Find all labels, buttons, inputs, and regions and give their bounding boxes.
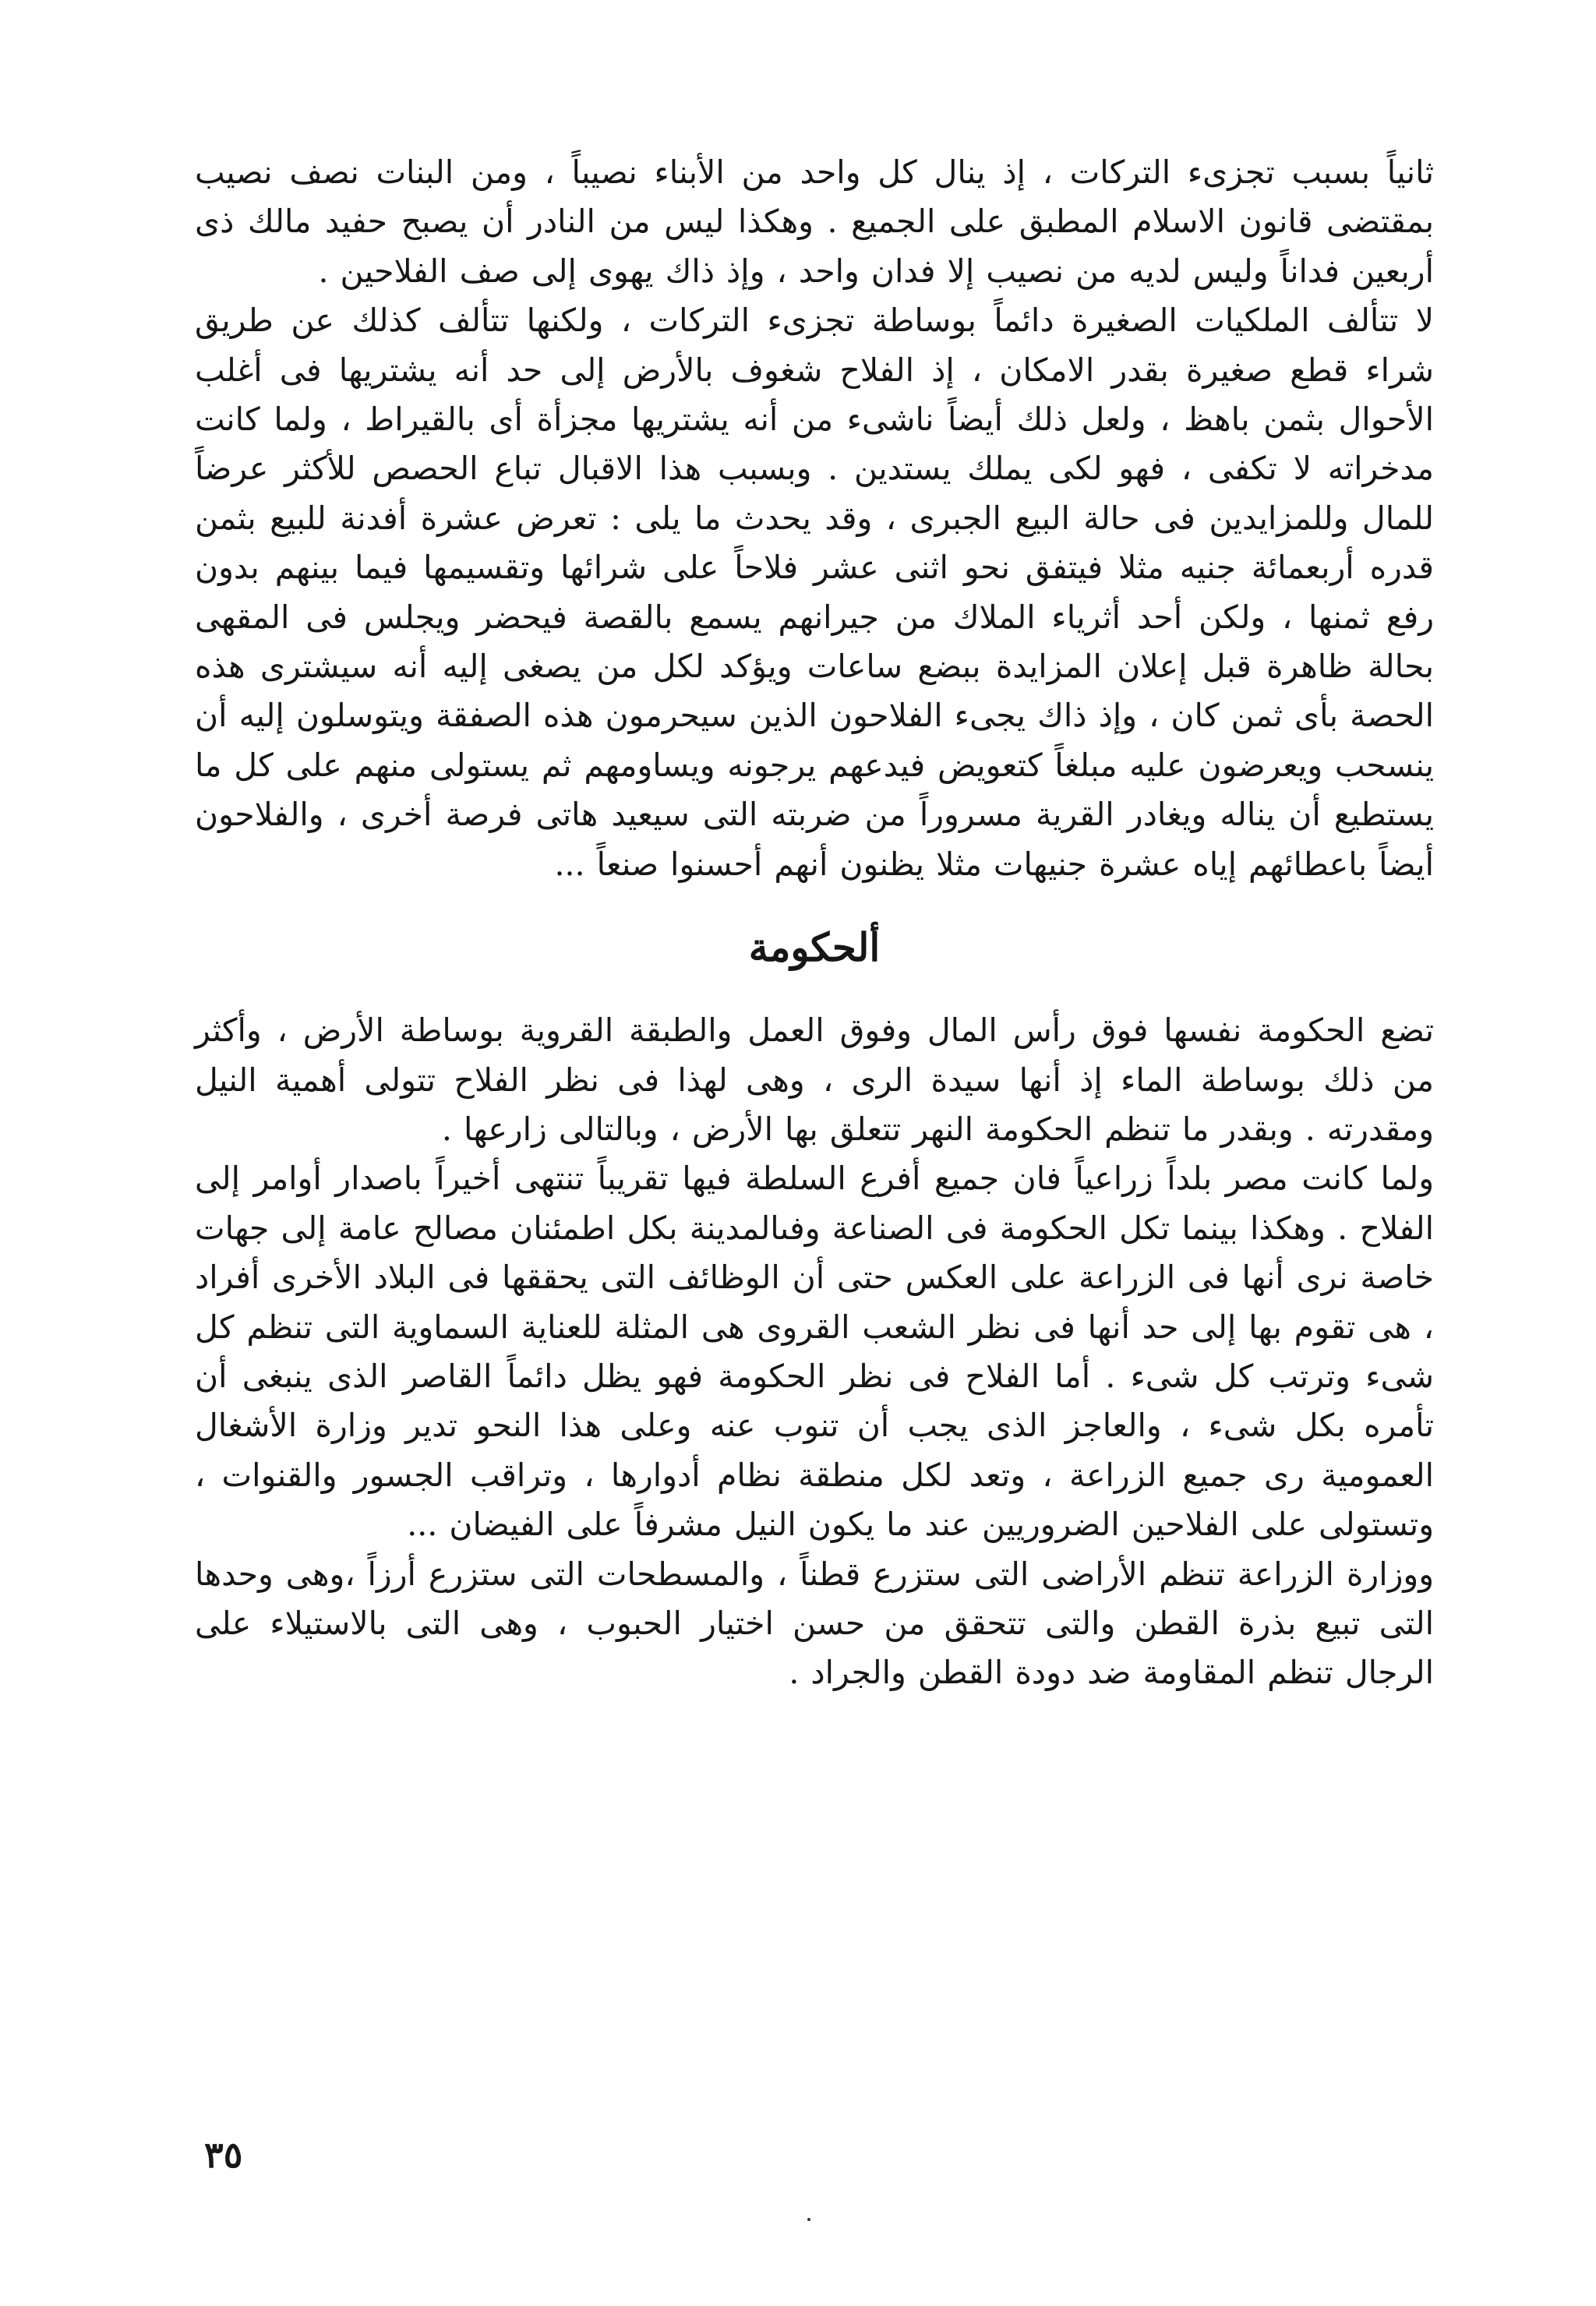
page-number: ٣٥ <box>204 2134 243 2176</box>
paragraph-agriculture-ministry: ووزارة الزراعة تنظم الأراضى التى ستزرع قطناً ، والمسطحات التى ستزرع أرزاً ،وهى وحدها التى تبيع بذرة القطن والتى تتحقق من حسن اختيار الحبوب ، وهى التى بالاستيلاء على الرجال تنظم المقاومة ضد دودة القطن والجراد . <box>195 1555 1434 1692</box>
scan-speck <box>807 2218 810 2221</box>
paragraph-government-role: تضع الحكومة نفسها فوق رأس المال وفوق العمل والطبقة القروية بوساطة الأرض ، وأكثر من ذلك بوساطة الماء إذ أنها سيدة الرى ، وهى لهذا فى نظر الفلاح تتولى أهمية النيل ومقدرته . وبقدر ما تنظم الحكومة النهر تتعلق بها الأرض ، وبالتالى زارعها . <box>195 1012 1434 1148</box>
section-heading: ألحكومة <box>748 924 881 971</box>
page-body <box>195 148 1434 1698</box>
paragraph-small-holdings: لا تتألف الملكيات الصغيرة دائماً بوساطة تجزىء التركات ، ولكنها تتألف كذلك عن طريق شراء قطع صغيرة بقدر الامكان ، إذ الفلاح شغوف بالأرض إلى حد أنه يشتريها فى أغلب الأحوال بثمن باهظ ، ولعل ذلك أيضاً ناشىء من أنه يشتريها مجزأة أى بالقيراط ، ولما كانت مدخراته لا تكفى ، فهو لكى يملك يستدين . وبسبب هذا الاقبال تباع الحصص للأكثر عرضاً للمال وللمزايدين فى حالة البيع الجبرى ، وقد يحدث ما يلى : تعرض عشرة أفدنة للبيع بثمن قدره أربعمائة جنيه مثلا فيتفق نحو اثنى عشر فلاحاً على شرائها وتقسيمها فيما بينهم بدون رفع ثمنها ، ولكن أحد أثرياء الملاك من جيرانهم يسمع بالقصة فيحضر ويجلس فى المقهى بحالة ظاهرة قبل إعلان المزايدة ببضع ساعات ويؤكد لكل من يصغى إليه أنه سيشترى هذه الحصة بأى ثمن كان ، وإذ ذاك يجىء الفلاحون الذين سيحرمون هذه الصفقة ويتوسلون إليه أن ينسحب ويعرضون عليه مبلغاً كتعويض فيدعهم يرجونه ويساومهم ثم يستولى منهم على كل ما يستطيع أن يناله ويغادر القرية مسروراً من ضربته التى سيعيد هاتى فرصة أخرى ، والفلاحون أيضاً باعطائهم إياه عشرة جنيهات مثلا يظنون أنهم أحسنوا صنعاً ... <box>195 302 1434 883</box>
paragraph-government-authority: ولما كانت مصر بلداً زراعياً فان جميع أفرع السلطة فيها تقريباً تنتهى أخيراً باصدار أوامر إلى الفلاح . وهكذا بينما تكل الحكومة فى الصناعة وفىالمدينة بكل اطمئنان مصالح عامة إلى جهات خاصة نرى أنها فى الزراعة على العكس حتى أن الوظائف التى يحققها فى البلاد الأخرى أفراد ، هى تقوم بها إلى حد أنها فى نظر الشعب القروى هى المثلة للعناية السماوية التى تنظم كل شىء وترتب كل شىء . أما الفلاح فى نظر الحكومة فهو يظل دائماً القاصر الذى ينبغى أن تأمره بكل شىء ، والعاجز الذى يجب أن تنوب عنه وعلى هذا النحو تدير وزارة الأشغال العمومية رى جميع الزراعة ، وتعد لكل منطقة نظام أدوارها ، وتراقب الجسور والقنوات ، وتستولى على الفلاحين الضروريين عند ما يكون النيل مشرفاً على الفيضان ... <box>195 1160 1435 1544</box>
paragraph-inheritance: ثانياً بسبب تجزىء التركات ، إذ ينال كل واحد من الأبناء نصيباً ، ومن البنات نصف نصيب بمقتضى قانون الاسلام المطبق على الجميع . وهكذا ليس من النادر أن يصبح حفيد مالك ذى أربعين فداناً وليس لديه من نصيب إلا فدان واحد ، وإذ ذاك يهوى إلى صف الفلاحين . <box>195 154 1434 290</box>
